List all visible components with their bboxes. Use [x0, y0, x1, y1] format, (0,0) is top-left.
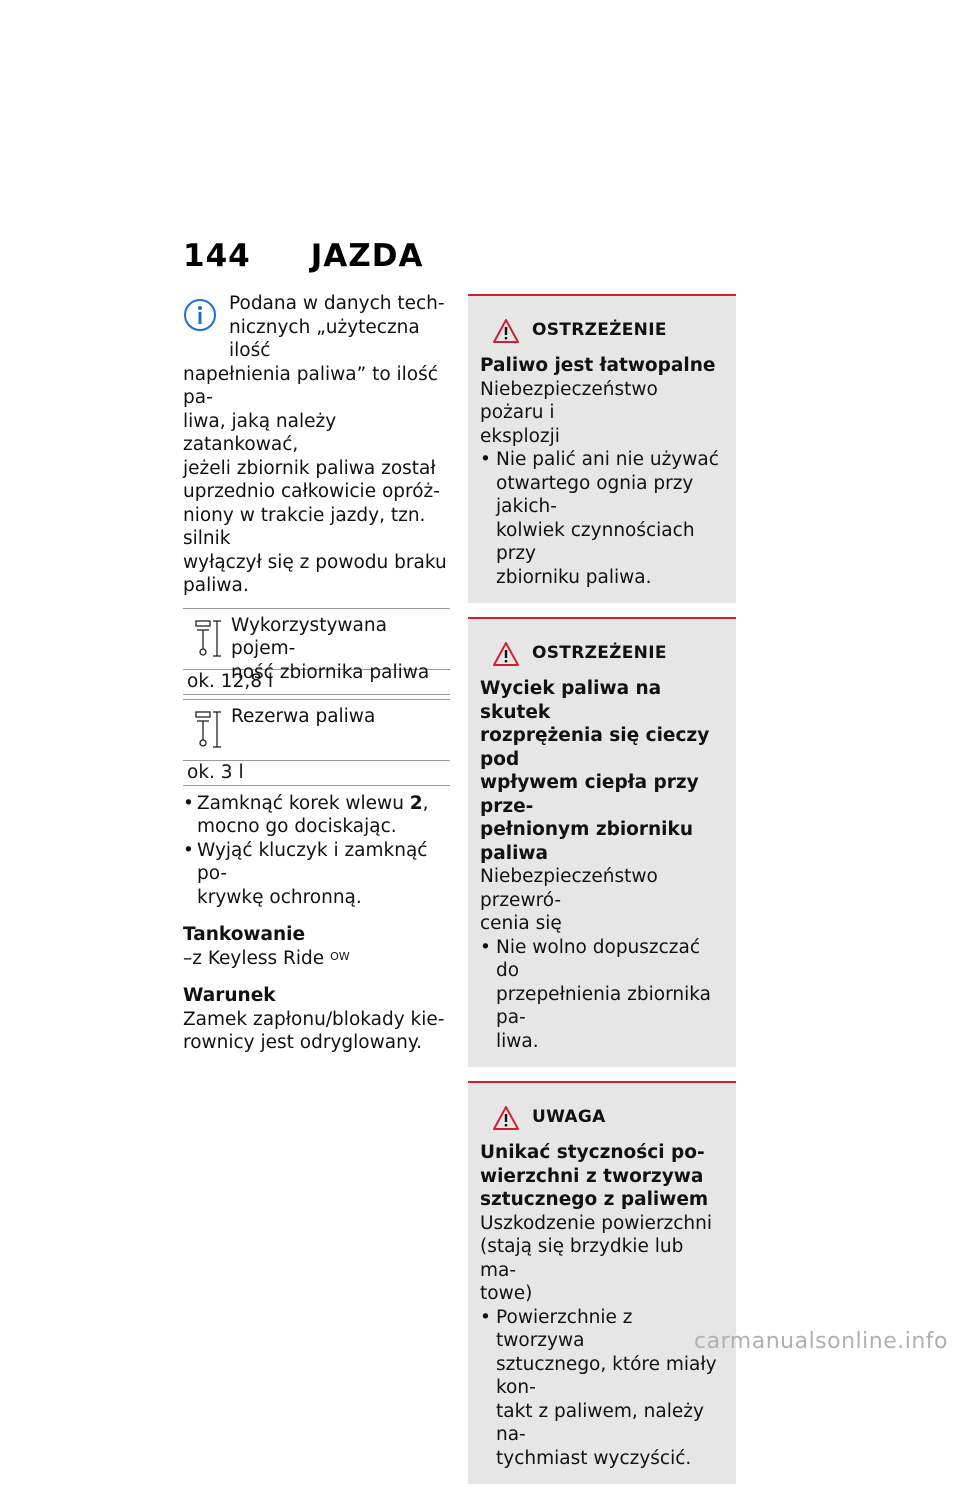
warning-bullet-line: zbiorniku paliwa. [496, 566, 652, 588]
warning-bullet-line: kolwiek czynnościach przy [496, 519, 695, 564]
warning-title: wpływem ciepła przy prze- [480, 772, 699, 817]
info-note [183, 292, 451, 598]
caution-title: Unikać styczności po- [480, 1142, 705, 1163]
caution-title: wierzchni z tworzywa [480, 1165, 704, 1187]
spec-label: ność zbiornika paliwa [231, 661, 430, 683]
note-line: jeżeli zbiornik paliwa został [183, 457, 436, 479]
info-icon [183, 298, 217, 332]
warning-bullet-line: • Nie palić ani nie używać [496, 449, 719, 470]
caution-text: (stają się brzydkie lub ma- [480, 1236, 684, 1281]
caution-bullet-line: tychmiast wyczyścić. [496, 1447, 692, 1469]
note-line: wyłączył się z powodu braku [183, 551, 447, 573]
spec-label: Wykorzystywana pojem- [231, 614, 387, 659]
instruction-list [183, 792, 451, 910]
warning-bullet [480, 448, 722, 589]
note-line: Podana w danych tech- [229, 293, 445, 314]
warning-bullet-line: liwa. [496, 1030, 539, 1052]
warning-heading: OSTRZEŻENIE [532, 643, 667, 664]
caution-box [468, 1081, 736, 1484]
bullet-text-end: , [422, 792, 429, 814]
note-line: paliwa. [183, 575, 249, 596]
bullet-text: mocno go dociskając. [197, 816, 397, 837]
warning-box [468, 294, 736, 603]
warning-text: Niebezpieczeństwo pożaru i [480, 378, 658, 423]
caution-heading: UWAGA [532, 1107, 606, 1128]
note-line: liwa, jaką należy zatankować, [183, 410, 337, 455]
section-title-warunek: Warunek [183, 985, 276, 1006]
warning-text: Niebezpieczeństwo przewró- [480, 866, 658, 911]
bullet-text: • Wyjąć kluczyk i zamknąć po- [197, 839, 428, 884]
watermark: carmanualsonline.info [694, 1329, 948, 1354]
spec-table [183, 608, 450, 786]
warning-box [468, 617, 736, 1067]
right-column [468, 294, 736, 1498]
page-header [183, 238, 423, 278]
fuel-tank-capacity-icon [193, 710, 223, 750]
list-item [183, 792, 451, 839]
warning-bullet-line: otwartego ognia przy jakich- [496, 472, 694, 517]
warning-triangle-icon [492, 1105, 520, 1131]
note-line: napełnienia paliwa” to ilość pa- [183, 363, 438, 408]
caution-bullet [480, 1306, 722, 1471]
note-line: niony w trakcie jazdy, tzn. silnik [183, 504, 426, 549]
warning-title: pełnionym zbiorniku paliwa [480, 819, 693, 864]
bullet-text: krywkę ochronną. [197, 886, 362, 908]
spec-label: Rezerwa paliwa [231, 705, 376, 727]
section-title-tankowanie: Tankowanie [183, 924, 306, 945]
warning-title: Paliwo jest łatwopalne [480, 355, 716, 376]
warning-text: eksplozji [480, 425, 560, 447]
warning-text: cenia się [480, 913, 562, 934]
spec-tank-capacity [183, 608, 450, 695]
caution-title: sztucznego z paliwem [480, 1189, 709, 1210]
caution-text: Uszkodzenie powierzchni [480, 1212, 713, 1234]
list-item [183, 839, 451, 910]
spec-value: ok. 12,8 l [183, 669, 450, 695]
warning-bullet-line: • Nie wolno dopuszczać do [496, 936, 701, 981]
left-column [183, 292, 451, 1055]
caution-bullet-line: takt z paliwem, należy na- [496, 1400, 704, 1445]
warning-heading: OSTRZEŻENIE [532, 320, 667, 341]
warning-bullet [480, 936, 722, 1054]
caution-bullet-line: • Powierzchnie z tworzywa [496, 1306, 633, 1351]
chapter-title: JAZDA [310, 238, 424, 274]
note-line: nicznych „użyteczna ilość [229, 316, 420, 361]
warning-title: Wyciek paliwa na skutek [480, 678, 662, 723]
warunek-line: Zamek zapłonu/blokady kie- [183, 1008, 445, 1030]
tankowanie-text: –z Keyless Ride [183, 947, 325, 969]
fuel-tank-capacity-icon [193, 619, 223, 659]
caution-bullet-line: sztucznego, które miały kon- [496, 1353, 717, 1398]
bullet-ref: 2 [409, 792, 423, 814]
tankowanie-sup: OW [330, 949, 350, 963]
note-line: uprzednio całkowicie opróż- [183, 481, 440, 502]
page-number: 144 [183, 238, 251, 274]
tankowanie-line [183, 947, 451, 971]
spec-value: ok. 3 l [183, 760, 450, 786]
warning-triangle-icon [492, 318, 520, 344]
warning-triangle-icon [492, 641, 520, 667]
warning-title: rozprężenia się cieczy pod [480, 725, 710, 770]
caution-text: towe) [480, 1283, 533, 1304]
warning-bullet-line: przepełnienia zbiornika pa- [496, 983, 711, 1028]
spec-fuel-reserve [183, 699, 450, 786]
warunek-line: rownicy jest odryglowany. [183, 1032, 423, 1053]
bullet-text: Zamknąć korek wlewu [197, 792, 410, 814]
